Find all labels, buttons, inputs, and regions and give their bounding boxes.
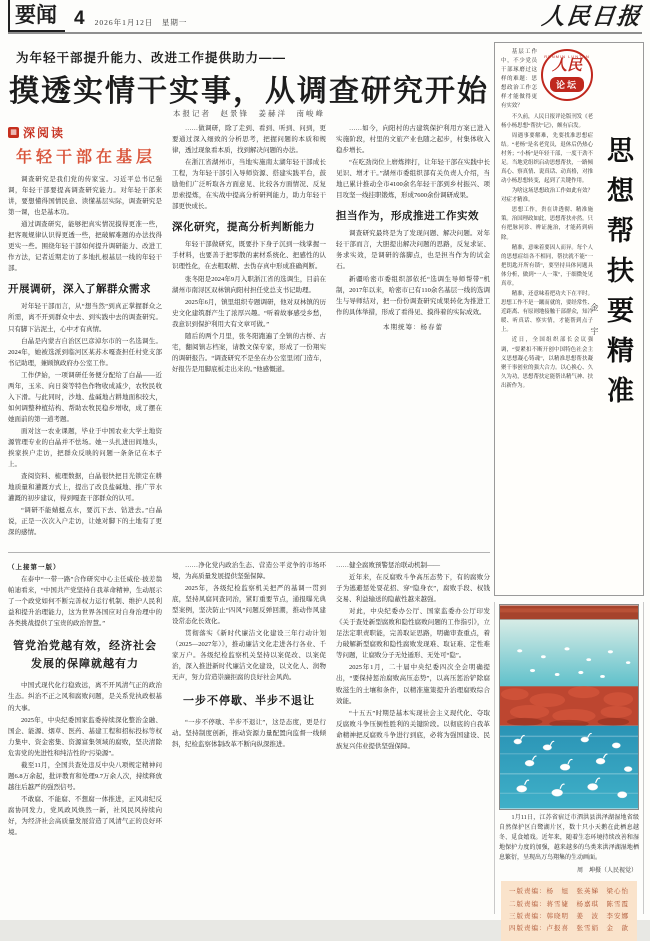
page-header bbox=[8, 6, 642, 34]
section-title: 要闻 bbox=[8, 0, 65, 32]
deep-read-icon: ▦ bbox=[8, 127, 19, 138]
paragraph: ……如今，向阳村的古建筑保护利用方案已进入实施阶段，村里的文旅产业也随之起步，村集体收入稳步增长。 bbox=[336, 125, 490, 155]
deep-read-badge bbox=[8, 124, 162, 141]
page-number: 4 bbox=[74, 8, 85, 29]
bottom-article-columns bbox=[8, 560, 490, 913]
article-headline: 摸透实情干实事，从调查研究开始 bbox=[9, 75, 489, 108]
paragraph: 2025年1月，二十届中央纪委四次全会明确提出，“要保持惩治腐败高压态势”，以高压惩治铲除腐败滋生的土壤和条件，以精准施策提升治理腐败综合效能。 bbox=[336, 664, 490, 705]
paragraph: 2025年，中央纪委国家监委持续深化整治金融、国企、能源、烟草、医药、基建工程和招标投标等权力集中、资金密集、资源富集领域的腐败，坚决清除危害党的先进性和纯洁性的“污染源”。 bbox=[8, 716, 162, 757]
paragraph: 近日，全国组织部长会议强调，“要紧扣不断开创中国特色社会主义思想凝心铸魂”，以精准思想帮扶凝聚干事创业的强大合力。以心换心、久久为功，思想帮扶定能帮出精气神、扶出新作为。 bbox=[501, 337, 593, 389]
subsection-heading: 一步不停歇、半步不退让 bbox=[183, 694, 315, 707]
series-title: 年轻干部在基层 bbox=[16, 149, 157, 166]
forum-column bbox=[494, 42, 644, 596]
photo-section bbox=[494, 602, 644, 933]
continued-note: （上接第一版） bbox=[8, 564, 61, 571]
bottom-column-1 bbox=[8, 560, 162, 913]
paragraph: 在浙江省湖州市，当地实施南太湖年轻干部成长工程，为年轻干部引入导师资源、搭建实践平台，鼓励他们广泛听取各方面意见、比较各方面情况、反复思索提炼，在实战中提高分析研判能力，助力年轻干部更快成长。 bbox=[172, 159, 326, 211]
paragraph: 贯彻落实《新时代廉洁文化建设三年行动计划（2025—2027年）》，推动廉洁文化走进各行各业、千家万户。各级纪检监察机关坚持以案促改、以案促治，深入推进新时代廉洁文化建设，以文化人、润物无声，努力营造崇廉拒腐的良好社会风尚。 bbox=[172, 630, 326, 682]
logo-luntan: 论坛 bbox=[550, 77, 584, 92]
paragraph: 调查研究最终是为了发现问题、解决问题。对年轻干部而言，大胆提出解决问题的思路，反复求证、务求实效，是调研的落脚点，也是担当作为的试金石。 bbox=[336, 230, 490, 271]
photo-credit: 周 坤摄（人民视觉） bbox=[576, 868, 637, 875]
paragraph: 面对这一农业课题，毕业于中国农业大学土地资源管理专业的白晶并不怯场。她一头扎进田间地头，挨家挨户走访，把群众反映的问题一条条记在本子上。 bbox=[8, 427, 162, 469]
top-column-1 bbox=[8, 123, 162, 546]
paragraph: 年轻干部做研究，既要扑下身子沉到一线掌握一手材料，也要善于把零散的素材系统化、把感性的认识理性化，在去粗取精、去伪存真中形成准确判断。 bbox=[172, 241, 326, 271]
coordinator-note: 本期统筹：杨春蕾 bbox=[383, 323, 443, 331]
paragraph: 通过调查研究，能够把真实情况摸得更准一些，把客观规律认识得更透一些，把破解难题的办法找得更实一些。围绕年轻干部如何提升调研能力、改进工作方法，记者近期走访了多地扎根基层一线的年轻干部。 bbox=[8, 221, 162, 273]
paragraph: 白晶是内蒙古自治区巴彦淖尔市的一名选调生。2024年，她被选派到临河区某苏木嘎查担任村党支部书记助理，兼顾镇政府办公室工作。 bbox=[8, 337, 162, 367]
top-column-3 bbox=[336, 123, 490, 546]
forum-title-area bbox=[590, 48, 640, 590]
paragraph: 随后的两个月里，张冬阳跑遍了全镇的古桥、古宅，翻阅镇志档案，请教文保专家，形成了一份翔实的调研报告。“调查研究不是坐在办公室里闭门造车，好报告是用脚底板走出来的。”他感慨道。 bbox=[172, 332, 326, 373]
masthead-logo: 人民日报 bbox=[540, 4, 644, 29]
paragraph: 调查研究是我们党的传家宝。习近平总书记强调，年轻干部要提高调查研究能力。对年轻干部来讲，要想懂得国情民意、读懂基层实际，调查研究是第一课，也是基本功。 bbox=[8, 176, 162, 217]
paragraph: 查阅资料、梳理数据，白晶很快把目光锁定在耕地质量和灌溉方式上，提出了改良盐碱地、推广节水灌溉的初步建议，得到嘎查干部群众的认可。 bbox=[8, 473, 162, 503]
forum-author: 金 宇 bbox=[590, 303, 599, 339]
forum-text bbox=[501, 48, 593, 590]
top-column-2 bbox=[172, 123, 326, 546]
subsection-heading: 管党治党越有效，经济社会发展的保障就越有力 bbox=[13, 640, 157, 670]
subsection-heading: 深化研究，提高分析判断能力 bbox=[172, 221, 315, 234]
paragraph: 工作伊始，一项调研任务便分配给了白晶——近两年，玉米、向日葵等特色作物收成减少，农牧民收入下滑。与此同时，沙地、盐碱地占耕地面积较大，如何调整种植结构、帮助农牧民稳步增收，成了摆在她面前的第一道考题。 bbox=[8, 371, 162, 423]
paragraph: 对年轻干部而言，从“想当然”到真正掌握群众之所需，离不开到群众中去、到实践中去的调查研究。只有脚下沾泥土，心中才有真情。 bbox=[8, 303, 162, 333]
renmin-luntan-logo-icon bbox=[541, 49, 593, 101]
paragraph: 新疆哈密市委组织部依托“选调生导师帮带”机制，2017年以来，哈密市已有110余名基层一线的选调生与导师结对，把一份份调查研究成果转化为推进工作的具体举措，形成了看得见、摸得着的实际成效。 bbox=[336, 275, 490, 316]
article-kicker: 为年轻干部提升能力、改进工作提供助力—— bbox=[16, 51, 287, 65]
paragraph: 基层工作中，不少党员干部琢磨过这样的难题：思想政治工作怎样才能做得更有实效？ bbox=[501, 49, 537, 110]
editors-line-1: 一版责编：杨 旭 张英娣 梁心怡 bbox=[509, 888, 629, 896]
paragraph: 不敢腐、不能腐、不想腐一体推进，正风肃纪反腐协同发力，党风政风焕然一新，社风民风持续向好，为经济社会高质量发展营造了风清气正的良好环境。 bbox=[8, 795, 162, 837]
paragraph: 2025年，各级纪检监察机关把严的基调一贯到底，坚持风腐同查同治，紧盯重要节点，通报曝光典型案例，坚决防止“四风”问题反弹回潮，推动作风建设常态化长效化。 bbox=[172, 585, 326, 626]
paragraph: 截至11月，全国共查处违反中央八项规定精神问题6.8万余起，批评教育和处理9.7万余人次，持续释放越往后越严的强烈信号。 bbox=[8, 761, 162, 791]
paragraph: “一步不停歇、半步不退让”，这是态度，更是行动。坚持制度创新，推动资源力量配置向监督一线倾斜，纪检监察体制改革不断向纵深推进。 bbox=[172, 719, 326, 749]
paragraph: 张冬阳是2024年9月入职浙江省的选调生，目前在湖州市南浔区双林镇向阳村担任党总支书记助理。 bbox=[172, 275, 326, 294]
article-byline: 本报记者 赵景锋 姜赫洋 南峻峰 bbox=[173, 109, 325, 118]
paragraph: “调研不能蜻蜓点水，要沉下去、钻进去。”白晶说，正是一次次入户走访，让她对脚下的土地有了更深的感情。 bbox=[8, 507, 162, 537]
paragraph: 为啥这场思想政治工作如此有效？对症才精准。 bbox=[501, 188, 593, 204]
logo-renmin: 人民 bbox=[551, 58, 582, 74]
subsection-heading: 担当作为，形成推进工作实效 bbox=[336, 210, 479, 223]
paragraph: 在泰中“一带一路”合作研究中心主任威伦·披差翁帕迪看来，“中国共产党坚持自我革命精神，生动展示了一个政党如何不断完善权力运行机制、维护人民利益和提升治理能力，这为世界各国应对自身治理中的各类挑战提供了宝贵的政治智慧。” bbox=[8, 576, 162, 628]
paragraph: ……做调研，除了走到、看到、听到、问到，更要通过深入细致的分析思考，把握问题的本质和规律，透过现象看本质，找到解决问题的办法。 bbox=[172, 125, 326, 155]
paragraph: 周遇事要解难，先要找准思想症结。“老杨”是名老党员，退休后仍热心村务；“小杨”是年轻干部，一度干劲不足。当地党组织启动思想帮扶，一路倾真心、察真情、说真话、动真格，对推动小杨思想转变，起到了关键作用。 bbox=[501, 132, 593, 185]
paragraph: 2025年6月，镇里组织专题调研，他对双林镇的历史文化建筑群产生了浓厚兴趣。“听着故事感受乡愁，我意识到保护利用大有文章可做。” bbox=[172, 298, 326, 328]
editors-credit-box bbox=[501, 881, 637, 940]
forum-title: 思想帮扶要精准 bbox=[603, 136, 633, 416]
subsection-heading: 开展调研，深入了解群众需求 bbox=[8, 283, 151, 296]
photo-caption: 1月11日，江苏省宿迁市泗洪县洪泽湖湿地省级自然保护区白鹭湖片区，数十只小天鹅在此栖息越冬、觅食嬉戏。近年来，随着生态环境持续改善和湿地保护力度的加强，越来越多的鸟类来洪泽湖湿地栖息繁衍，呈现出万鸟翔集的生动画面。 bbox=[499, 815, 639, 861]
bottom-column-3 bbox=[336, 560, 490, 913]
paragraph: 中国式现代化行稳致远，离不开风清气正的政治生态。纠治不正之风和腐败问题，是关系党执政根基的大事。 bbox=[8, 682, 162, 712]
editors-line-3: 三版责编：韩晓明 姜 波 李安娜 bbox=[509, 913, 629, 921]
paragraph: “在吃劲岗位上磨炼摔打，让年轻干部在实践中长见识、增才干。”湖州市委组织部有关负责人介绍，当地已累计推动全市4100余名年轻干部到乡村振兴、项目攻坚一线挂职锻炼，形成7600余份调研成果。 bbox=[336, 159, 490, 200]
article-divider bbox=[8, 552, 490, 553]
paragraph: “十五五”时期是基本实现社会主义现代化、夺取反腐败斗争压倒性胜利的关键阶段。以彻底的自我革命精神把反腐败斗争进行到底，必将为强国建设、民族复兴伟业提供坚强保障。 bbox=[336, 709, 490, 750]
top-article-columns bbox=[8, 123, 490, 546]
paragraph: 思想工作，贵在讲透彻、精准施策。治国理政如此，思想帮扶亦然。只有把脉问诊、辨证施治，才能药到病除。 bbox=[501, 207, 593, 241]
paragraph: 精准，意味着要因人而异。每个人的思想症结各不相同，帮扶就不能“一把钥匙开所有锁”，要坚持具体问题具体分析，做到“一人一策”，于细微处见真章。 bbox=[501, 244, 593, 287]
date-line: 2026年1月12日 星期一 bbox=[94, 18, 188, 27]
paragraph: ……净化党内政治生态、营造公平竞争的市场环境，为高质量发展提供坚强保障。 bbox=[172, 562, 326, 581]
paragraph: 精准，还意味着把功夫下在平时。思想工作不是一蹴而就的，要经常性、近距离、有原则地接触干部群众，知冷暖、听真话、察实情，才能帮到点子上。 bbox=[501, 291, 593, 334]
paragraph: 近年来，在反腐败斗争高压态势下，有的腐败分子为逃避惩处耍花招、穿“隐身衣”，腐败手段、权钱交易、利益输送的隐蔽性越来越强。 bbox=[336, 574, 490, 604]
deep-read-label: 深阅读 bbox=[23, 126, 66, 140]
editors-line-2: 二版责编：蒋雪婕 杨嘉琪 陈雪霞 bbox=[509, 900, 629, 908]
paragraph: ……健全腐败预警惩治联动机制—— bbox=[336, 562, 440, 569]
logo-arc-text: RENMIN LUNTAN bbox=[544, 54, 590, 59]
paragraph: 对此，中央纪委办公厅、国家监委办公厅印发《关于查处新型腐败和隐性腐败问题的工作指引》，立足法定职责职能，完善取证思路，明确审查重点，着力破解新型腐败和隐性腐败发现难、取证难、定性难等问题，让腐败分子无处遁形、无处可“隐”。 bbox=[336, 608, 490, 660]
paragraph: 不久前，人民日报评论版刊发《老杨小杨思想“帮扶”记》，颇有启发。 bbox=[501, 113, 593, 129]
bottom-column-2 bbox=[172, 560, 326, 913]
editors-line-4: 四版责编：卢报喜 张雪娟 金 歆 bbox=[509, 925, 629, 933]
wetland-birds-photo bbox=[499, 604, 639, 810]
